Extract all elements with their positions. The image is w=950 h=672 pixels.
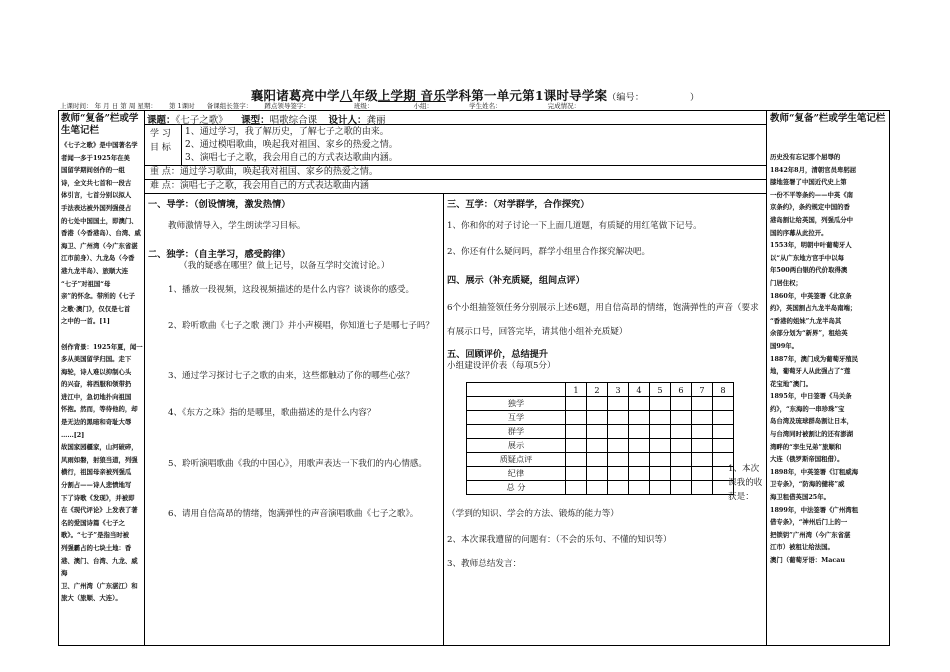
goals-label-1: 学 习	[150, 129, 171, 139]
section-4-text: 6个小组抽签领任务分别展示上述6题，用自信高昂的情绪，饱满弹性的声音（要求有展示口号，回答完毕，请其他小组补充质疑）	[447, 303, 759, 337]
section-2-title: 二、独学：（自主学习，感受韵律）	[148, 249, 291, 260]
left-note-line: 体引言，七首分别以拟人	[61, 191, 132, 200]
info-student: 学生姓名：	[469, 102, 502, 110]
table-row	[467, 383, 734, 397]
table-header-cell: 4	[629, 383, 650, 397]
info-time: 上课时间： 年 月 日 第 周 星期：	[60, 102, 157, 110]
section-2-subtitle: （我的疑惑在哪里？做上记号，以备互学时交流讨论。）	[179, 261, 390, 271]
frame-right	[889, 110, 890, 646]
right-note-line: 花宝地”澳门。	[770, 379, 813, 388]
left-note-line	[61, 328, 143, 341]
table-header-cell: 8	[713, 383, 734, 397]
right-note-line: 港岛割让给英国，列强瓜分中	[770, 215, 854, 224]
left-note-line: 亲”的怀念。带所的《七子	[61, 292, 135, 301]
table-row	[467, 439, 734, 453]
left-note-line: 港、澳门、台湾、九龙、威海	[61, 556, 138, 578]
right-note-line: 湾畔的“孪生兄弟”旅顺和	[770, 442, 842, 451]
right-note-line: 岛台湾及琉球群岛割让日本，	[770, 417, 854, 426]
table-header-cell: 7	[692, 383, 713, 397]
right-note-line: 卫专条》，“防海的健将”威	[770, 480, 845, 489]
right-note-line: 大连（俄罗斯帝国租借）。	[770, 455, 844, 464]
divider-middle	[443, 193, 444, 646]
left-note-line: 怀抱。然而，等待他的，却	[61, 405, 138, 414]
difficulty: 难 点：演唱七子之歌，我会用自己的方式表达歌曲内涵	[150, 181, 369, 191]
section-5-q3: 3、教师总结发言：	[447, 559, 522, 569]
left-note-line: 海卫、广州湾（今广东省湛	[61, 241, 138, 250]
left-sidebar-notes	[61, 139, 143, 605]
row-label: 质疑点评	[467, 453, 566, 467]
right-note-line: 约》，“东海的一串珍珠”宝	[770, 404, 845, 413]
evaluation-table	[466, 382, 734, 495]
key-point: 重 点：通过学习歌曲，唤起我对祖国、家乡的热爱之情。	[150, 167, 378, 177]
left-note-line: 故国家园疆家，山河破碎，	[61, 443, 138, 452]
goal-divider	[181, 124, 182, 165]
right-note-line: 1553年，明朝中叶葡萄牙人	[770, 241, 852, 250]
right-note-line: 1860年，中英签署《北京条	[770, 291, 852, 300]
right-note-line: 膝地签署了中国近代史上第	[770, 178, 847, 187]
section-5-q2: 2、本次课我遭留的问题有：（不会的乐句、不懂的知识等）	[447, 535, 672, 545]
table-row	[467, 453, 734, 467]
left-note-line: 多从美国留学归国。走下	[61, 355, 132, 364]
table-row	[467, 397, 734, 411]
left-note-line: 港九龙半岛）、旅顺大连	[61, 266, 129, 275]
right-note-line: 京条约》，条约规定中国的香	[770, 203, 850, 212]
right-note-line: 澳门（葡萄牙语：Macau	[770, 556, 846, 564]
divider-left	[144, 110, 145, 646]
section-4-title: 四、展示（补充质疑，组间点评）	[447, 275, 585, 286]
section-2-q3: 3、通过学习探讨七子之歌的由来，这些都触动了你的哪些心弦？	[168, 371, 415, 381]
left-note-line: 之歌·澳门》，仅仅是七首	[61, 304, 131, 313]
goal-item: 3、演唱七子之歌，我会用自己的方式表达歌曲内涵。	[185, 153, 398, 163]
row-label: 纪律	[467, 467, 566, 481]
right-note-line: 江市）被租让给法国。	[770, 543, 834, 552]
left-note-line: 进江中，急切地扑向祖国	[61, 392, 132, 401]
right-note-line: 海卫租借英国25年。	[770, 493, 831, 502]
left-note-line: 列强霸占的七块土地：香	[61, 544, 132, 552]
row-label: 独学	[467, 397, 566, 411]
right-note-line: 门居住权；	[770, 278, 802, 287]
info-status: 完成情况：	[547, 102, 581, 110]
right-note-line: 借专条》，“神州后门上的一	[770, 518, 848, 527]
left-note-line: 香港（今香港岛）、台湾、威	[61, 229, 141, 238]
left-note-line: 旅大（旅顺、大连）。	[61, 594, 122, 603]
right-note-line: 国99年。	[770, 341, 799, 350]
left-note-line: 的七处中国国土，即澳门、	[61, 216, 138, 225]
info-leader: 备课组长签字：	[206, 102, 253, 110]
goal-item: 2、通过模唱歌曲，唤起我对祖国、家乡的热爱之情。	[185, 140, 398, 150]
section-3-title: 三、互学：（对学群学，合作探究）	[447, 199, 590, 210]
divider-right	[766, 110, 767, 646]
left-note-line: 江市前身）、九龙岛（今香	[61, 254, 135, 263]
info-class: 班级：	[353, 102, 374, 110]
left-note-line: 歌》。“七子”是指当时被	[61, 531, 130, 540]
right-note-line: 1895年，中日签署《马关条	[770, 392, 852, 401]
section-5-after-table: （学到的知识、学会的方法、锻炼的能力等）	[447, 509, 619, 519]
right-note-line: 把锁钥”广州湾（今广东省湛	[770, 530, 851, 539]
left-note-line: 卫、广州湾（广东湛江）和	[61, 581, 138, 590]
section-5-subtitle: 小组建设评价表（每项5分）	[447, 361, 556, 371]
right-note-line: 与台湾同时被割让的还有澎湖	[770, 430, 854, 439]
info-period: 第 1课时	[168, 102, 195, 110]
right-note-line: 余部分划为“新界”，租给英	[770, 329, 848, 338]
right-note-line: 约》，英国割占九龙半岛南端；	[770, 304, 857, 313]
left-note-line: 分割占——诗人悲愤地写	[61, 481, 132, 490]
table-header-cell: 5	[650, 383, 671, 397]
section-3-q2: 2、你还有什么疑问吗，群学小组里合作探究解决吧。	[447, 247, 651, 257]
goals-label-2: 目 标	[150, 143, 171, 153]
left-note-line: 是无边的黑暗和奇耻大辱	[61, 418, 132, 427]
section-5-side-note: 1、本次课我的收获是：	[728, 464, 763, 502]
left-note-line: 国留学期间创作的一组	[61, 166, 125, 175]
row-label: 总 分	[467, 481, 566, 495]
left-sidebar-header: 教师“复备”栏或学生笔记栏	[61, 113, 139, 136]
info-checker: 蹲点领导签字：	[264, 102, 310, 110]
row-label: 互学	[467, 411, 566, 425]
table-header-cell: 1	[566, 383, 587, 397]
page-title: 襄阳诸葛亮中学八年级上学期 音乐学科第一单元第1课时导学案（编号： ）	[250, 88, 700, 103]
left-note-line: 海轮，诗人难以抑制心头	[61, 367, 132, 376]
left-note-line: 在《现代评论》上发表了著	[61, 506, 138, 515]
right-note-line: 年500两白银的代价取得澳	[770, 266, 848, 275]
left-note-line: 的兴奋，将西服和领带扔	[61, 380, 132, 389]
info-line	[60, 101, 590, 110]
left-note-line: 风雨如磐，射狼当道，列强	[61, 455, 138, 464]
right-sidebar-header: 教师“复备”栏或学生笔记栏	[770, 113, 886, 124]
section-2-q5: 5、聆听演唱歌曲《我的中国心》，用歌声表达一下我们的内心情感。	[168, 459, 427, 469]
section-2-q4: 4、《东方之珠》指的是哪里，歌曲描述的是什么内容？	[168, 408, 376, 418]
left-note-line: 下了诗歌《发现》，并被即	[61, 493, 135, 502]
goals-list	[185, 126, 398, 165]
section-2-q2: 2、聆听歌曲《七子之歌 澳门》并小声模唱，你知道七子是哪七子吗？	[168, 321, 435, 331]
right-note-line: 1887年，澳门成为葡萄牙殖民	[770, 354, 859, 363]
section-1-text: 教师激情导入，学生朗读学习目标。	[168, 221, 306, 231]
right-note-line: 1899年，中法签署《广州湾租	[770, 505, 859, 514]
left-note-line: 横行，祖国母亲被列强瓜	[61, 468, 132, 477]
right-note-line: 地，葡萄牙人从此强占了“莲	[770, 367, 851, 376]
right-note-line: 1898年，中英签署《订租威海	[770, 467, 859, 476]
section-2-q1: 1、播放一段视频，这段视频描述的是什么内容？谈谈你的感受。	[168, 285, 415, 295]
section-5-title: 五、回顾评价，总结提升	[447, 349, 549, 360]
info-group: 小组：	[413, 102, 433, 110]
table-row	[467, 425, 734, 439]
right-note-line: “香港的姐妹”九龙半岛其	[770, 316, 842, 325]
right-note-line: 历史没有忘记那个屈辱的	[770, 153, 841, 161]
table-row	[467, 481, 734, 495]
row-label: 群学	[467, 425, 566, 439]
left-note-line: “七子”对祖国“母	[61, 279, 111, 288]
right-note-line: 一份不平等条约——中英《南	[770, 190, 854, 199]
table-header-cell: 3	[608, 383, 629, 397]
table-header-cell: 6	[671, 383, 692, 397]
right-note-line: 1842年8月，清朝官员卑躬屈	[770, 165, 857, 174]
section-2-q6: 6、请用自信高昂的情绪，饱满弹性的声音演唱歌曲《七子之歌》。	[168, 509, 419, 519]
frame-left	[58, 110, 59, 646]
left-note-line: 者闻一多于1925年在美	[61, 153, 130, 162]
section-3-q1: 1、你和你的对子讨论一下上面几道题，有质疑的用红笔做下记号。	[447, 221, 702, 231]
left-note-line: 名的爱国诗篇《七子之	[61, 518, 125, 527]
left-note-line: 《七子之歌》是中国著名学	[61, 141, 138, 149]
row-line-4	[144, 193, 766, 194]
goal-item: 1、通过学习，我了解历史，了解七子之歌的由来。	[185, 127, 389, 137]
right-note-line: 以“从广东地方官手中以每	[770, 253, 844, 262]
left-note-line: 诗，全文共七首和一段古	[61, 178, 132, 187]
section-1-title: 一、导学：（创设情境，激发热情）	[148, 199, 291, 210]
table-row	[467, 467, 734, 481]
right-note-line: 国的序幕从此拉开。	[770, 228, 828, 237]
left-note-line: ……[2]	[61, 430, 85, 439]
table-row	[467, 411, 734, 425]
left-note-line: 之中的一首。[1]	[61, 317, 110, 326]
left-note-line: 创作背景：1925年夏，闻一	[61, 342, 143, 351]
left-note-line: 手法表达被外国列强侵占	[61, 203, 132, 212]
right-sidebar-notes	[770, 151, 888, 567]
lesson-header: 课题：《七子之歌》 课型：唱歌综合课 设计人：龚丽	[147, 115, 386, 126]
table-header-cell: 2	[587, 383, 608, 397]
row-label: 展示	[467, 439, 566, 453]
